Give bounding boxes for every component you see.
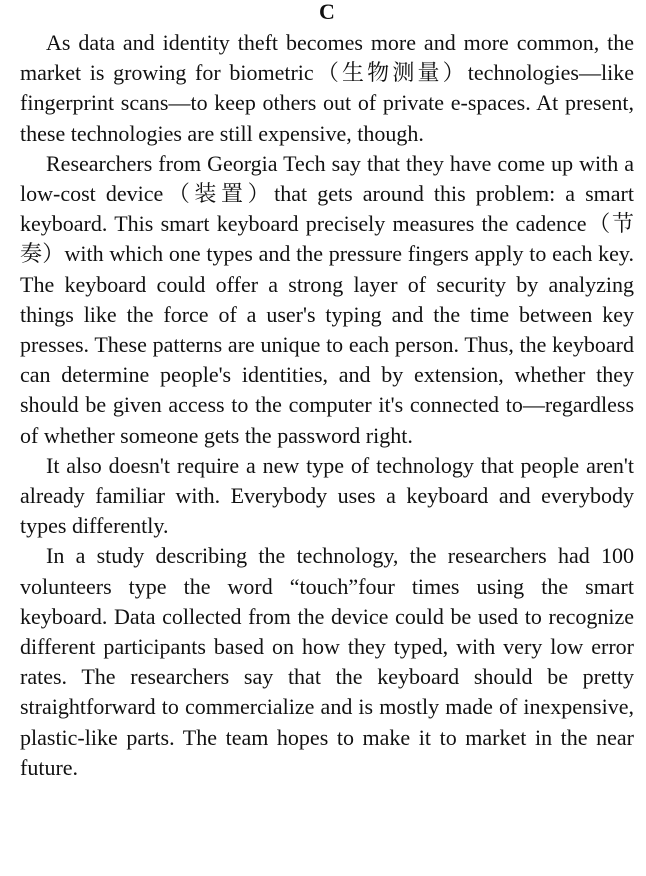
paragraph-1: As data and identity theft becomes more and more common, the market is growing for biometric（生物测量）technologies—like fingerprint scans—to keep others out of private e-spaces. At present, these technologies are still expensive, though. — [20, 30, 634, 146]
paragraph-3: It also doesn't require a new type of technology that people aren't already familiar with. Everybody uses a keyboard and everybody types differently. — [20, 452, 634, 539]
paragraph-2: Researchers from Georgia Tech say that they have come up with a low-cost device（装置）that gets around this problem: a smart keyboard. This smart keyboard precisely measures the cadence（节奏）with which one types and the pressure fingers apply to each key. The keyboard could offer a strong layer of security by analyzing things like the force of a user's typing and the time between key presses. These patterns are unique to each person. Thus, the keyboard can determine people's identities, and by extension, whether they should be given access to the computer it's connected to—regardless of whether someone gets the password right. — [20, 150, 634, 448]
passage-heading: C — [319, 0, 335, 24]
paragraph-4: In a study describing the technology, the researchers had 100 volunteers type the word “touch”four times using the smart keyboard. Data collected from the device could be used to recognize different participants based on how they typed, with very low error rates. The researchers say that the keyboard should be pretty straightforward to commercialize and is mostly made of inexpensive, plastic-like parts. The team hopes to make it to market in the near future. — [20, 543, 634, 780]
